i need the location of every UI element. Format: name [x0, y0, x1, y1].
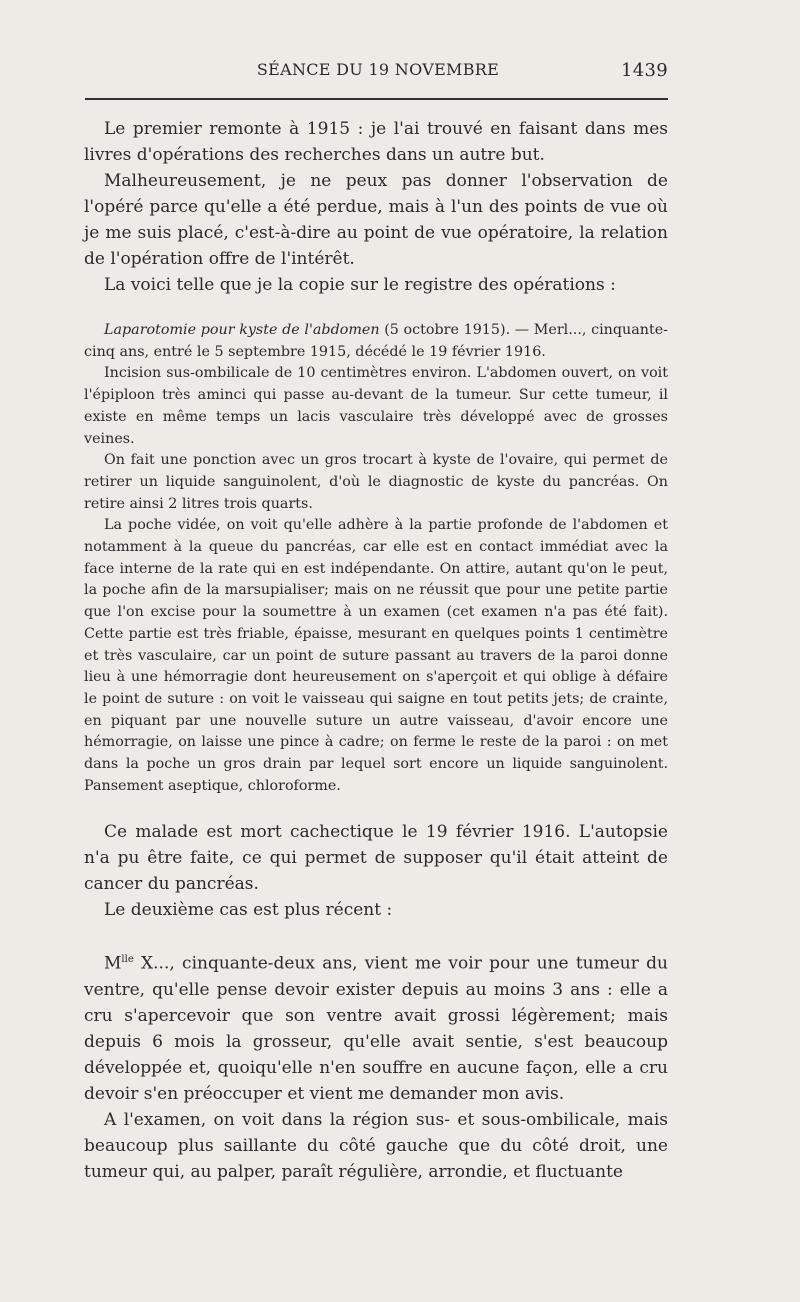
text-body — [84, 116, 668, 1185]
case2-paragraph-1-text: X..., cinquante-deux ans, vient me voir pour une tumeur du ventre, qu'elle pense devoir exister depuis au moins 3 ans : elle a cru s'apercevoir que son ventre avait grossi légèrement; mais depuis 6 mois la grosseur, qu'elle avait sentie, s'est beaucoup développée et, quoiqu'elle n'en souffre en aucune façon, elle a cru devoir s'en préoccuper et vient me demander mon avis. — [84, 954, 668, 1105]
header-title: SÉANCE DU 19 NOVEMBRE — [256, 60, 500, 79]
record-heading — [84, 320, 668, 363]
record-title: Laparotomie pour kyste de l'abdomen — [104, 322, 380, 338]
record-paragraph-3: La poche vidée, on voit qu'elle adhère à la partie profonde de l'abdomen et notamment à la queue du pancréas, car elle est en contact immédiat avec la face interne de la rate qui en est indépendante. On attire, autant qu'on le peut, la poche afin de la marsupialiser; mais on ne réussit que pour une petite partie que l'on excise pour la soumettre à un examen (cet examen n'a pas été fait). Cette partie est très friable, épaisse, mesurant en quelques points 1 centimètre et très vasculaire, car un point de suture passant au travers de la paroi donne lieu à une hémorragie dont heureusement on s'aperçoit et qui oblige à défaire le point de suture : on voit le vaisseau qui saigne en tout petits jets; de crainte, en piquant par une nouvelle suture un autre vaisseau, d'avoir encore une hémorragie, on laisse une pince à cadre; on ferme le reste de la paroi : on met dans la poche un gros drain par lequel sort encore un liquide sanguinolent. Pansement aseptique, chloroforme. — [84, 517, 668, 794]
page-number: 1439 — [620, 60, 668, 81]
intro-paragraph-2: Malheureusement, je ne peux pas donner l'observation de l'opéré parce qu'elle a été perdue, mais à l'un des points de vue où je me suis placé, c'est-à-dire au point de vue opératoire, la relation de l'opération offre de l'intérêt. — [84, 171, 668, 269]
case2-prefix-superscript: lle — [121, 954, 134, 966]
case2-paragraph-1 — [84, 947, 668, 1107]
intro-paragraph-3: La voici telle que je la copie sur le registre des opérations : — [104, 275, 616, 295]
record-paragraph-2: On fait une ponction avec un gros trocart à kyste de l'ovaire, qui permet de retirer un liquide sanguinolent, d'où le diagnostic de kyste du pancréas. On retire ainsi 2 litres trois quarts. — [84, 452, 668, 512]
running-header — [88, 60, 668, 84]
case2-paragraph-2: A l'examen, on voit dans la région sus- et sous-ombilicale, mais beaucoup plus saillante du côté gauche que du côté droit, une tumeur qui, au palper, paraît régulière, arrondie, et fluctuante — [84, 1110, 668, 1183]
case2-prefix: M — [104, 954, 122, 975]
header-rule — [85, 98, 668, 100]
record-paragraph-1: Incision sus-ombilicale de 10 centimètres environ. L'abdomen ouvert, on voit l'épiploon très aminci qui passe au-devant de la tumeur. Sur cette tumeur, il existe en même temps un lacis vasculaire très développé avec de grosses veines. — [84, 365, 668, 447]
intro-paragraph-1: Le premier remonte à 1915 : je l'ai trouvé en faisant dans mes livres d'opérations des recherches dans un autre but. — [84, 119, 668, 165]
middle-paragraph-2: Le deuxième cas est plus récent : — [104, 900, 393, 921]
record-title-details: (5 octobre 1915). — Merl..., cinquante-cinq ans, entré le 5 septembre 1915, décédé le 19 février 1916. — [84, 322, 668, 360]
middle-paragraph-1: Ce malade est mort cachectique le 19 février 1916. L'autopsie n'a pu être faite, ce qui permet de supposer qu'il était atteint de cancer du pancréas. — [84, 822, 668, 895]
